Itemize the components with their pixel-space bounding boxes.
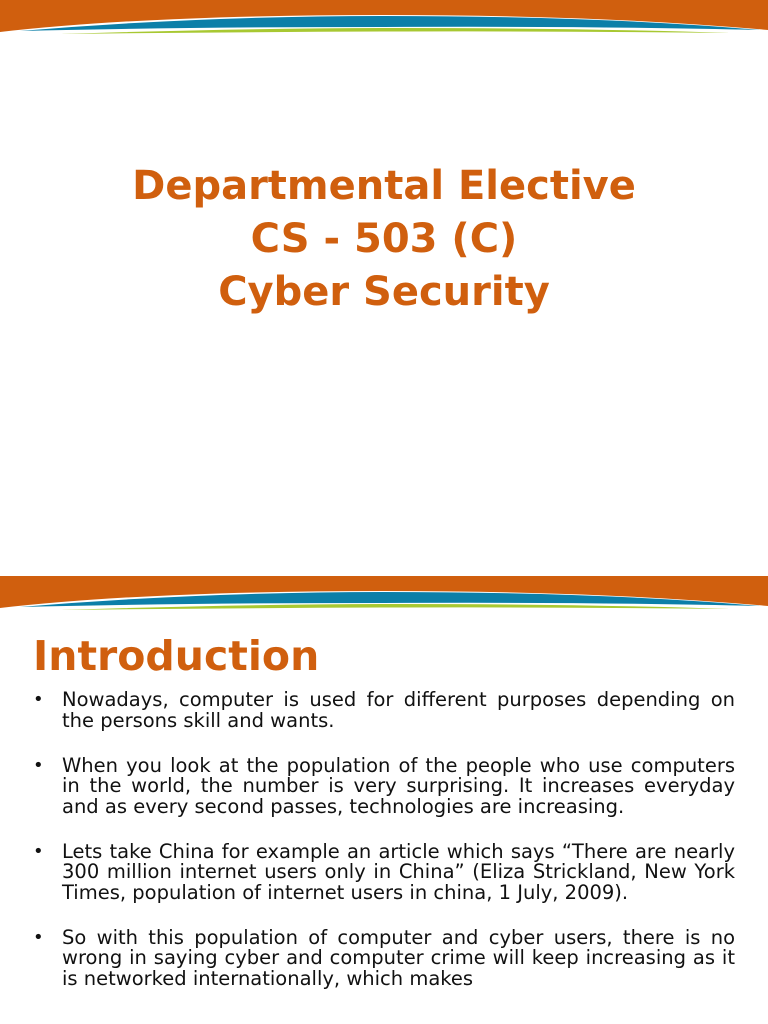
bullet-icon: • bbox=[33, 840, 44, 862]
header-banner bbox=[0, 0, 768, 40]
header-banner bbox=[0, 576, 768, 616]
bullet-list bbox=[33, 688, 735, 1014]
list-item bbox=[33, 839, 735, 904]
bullet-text: Nowadays, computer is used for different purposes depending on the persons skill and wants. bbox=[62, 688, 735, 732]
bullet-icon: • bbox=[33, 689, 44, 710]
bullet-text: When you look at the population of the people who use computers in the world, the number is very surprising. It increases everyday and as every second passes, technologies are increasing. bbox=[62, 753, 735, 818]
slide-heading: Introduction bbox=[33, 632, 320, 680]
bullet-icon: • bbox=[33, 754, 44, 776]
list-item bbox=[33, 925, 735, 990]
slide-introduction bbox=[0, 576, 768, 1024]
title-line: Cyber Security bbox=[218, 269, 550, 315]
bullet-text: So with this population of computer and cyber users, there is no wrong in saying cyber and computer crime will keep increasing as it is networked internationally, which makes bbox=[62, 925, 735, 990]
slide-title-text bbox=[0, 160, 768, 319]
title-line: CS - 503 (C) bbox=[250, 216, 518, 262]
title-line: Departmental Elective bbox=[132, 163, 636, 209]
list-item bbox=[33, 753, 735, 818]
list-item bbox=[33, 688, 735, 732]
bullet-text: Lets take China for example an article which says “There are nearly 300 million internet users only in China” (Eliza Strickland, New York Times, population of internet users in china, 1 July, 2009). bbox=[62, 839, 735, 904]
bullet-icon: • bbox=[33, 926, 44, 948]
